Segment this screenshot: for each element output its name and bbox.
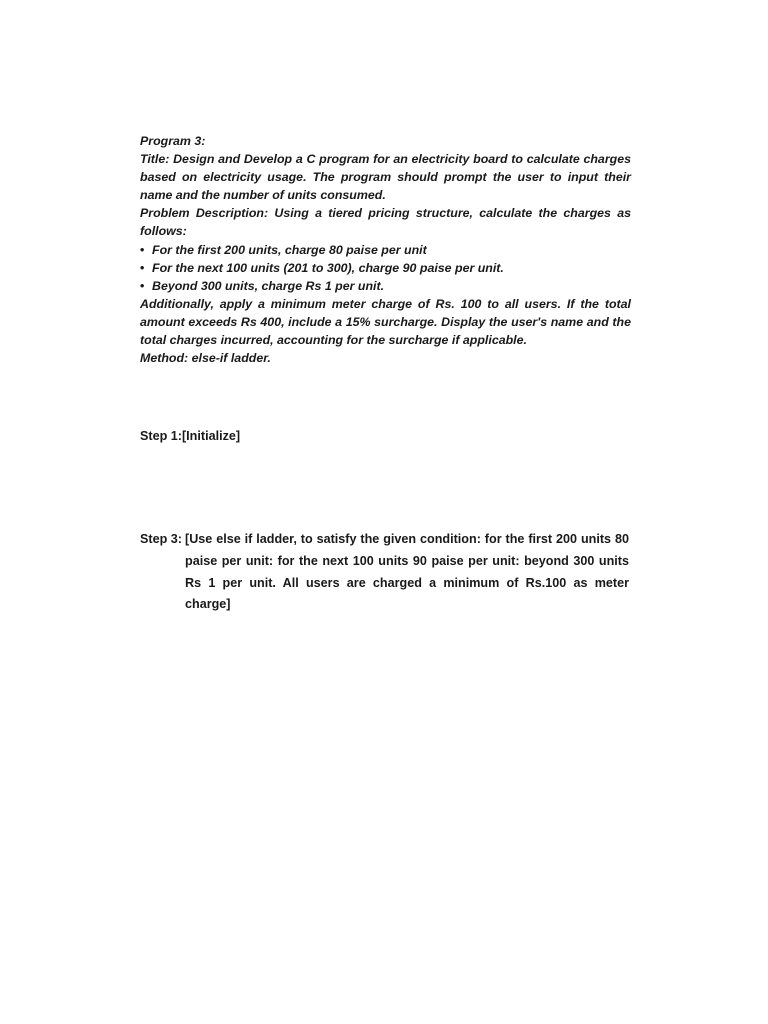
step-3-label: Step 3: <box>140 532 182 546</box>
program-heading: Program 3: <box>140 134 206 148</box>
pricing-tier-item <box>140 259 631 277</box>
bullet-icon: • <box>140 260 145 275</box>
pricing-tier-text: For the first 200 units, charge 80 paise per unit <box>152 242 427 257</box>
step-3 <box>140 529 629 616</box>
pricing-tier-text: For the next 100 units (201 to 300), charge 90 paise per unit. <box>152 260 504 275</box>
problem-description: Problem Description: Using a tiered pricing structure, calculate the charges as follows: <box>140 206 631 239</box>
pricing-tier-list <box>140 241 631 295</box>
pricing-tier-item <box>140 241 631 259</box>
program-title: Title: Design and Develop a C program for an electricity board to calculate charges based on electricity usage. The program should prompt the user to input their name and the number of units consumed. <box>140 152 631 203</box>
additional-rules: Additionally, apply a minimum meter charge of Rs. 100 to all users. If the total amount exceeds Rs 400, include a 15% surcharge. Display the user's name and the total charges incurred, accounting for the surcharge if applicable. <box>140 296 631 348</box>
method-line: Method: else-if ladder. <box>140 351 271 366</box>
pricing-tier-item <box>140 277 631 295</box>
pricing-tier-text: Beyond 300 units, charge Rs 1 per unit. <box>152 278 385 293</box>
step-3-text: [Use else if ladder, to satisfy the given condition: for the first 200 units 80 paise per unit: for the next 100 units 90 paise per unit: beyond 300 units Rs 1 per unit. All users are charged a minimum of Rs.100 as meter charge] <box>185 532 629 612</box>
program-description <box>140 132 631 367</box>
step-1: Step 1:[Initialize] <box>140 429 241 443</box>
bullet-icon: • <box>140 242 145 257</box>
bullet-icon: • <box>140 278 145 293</box>
